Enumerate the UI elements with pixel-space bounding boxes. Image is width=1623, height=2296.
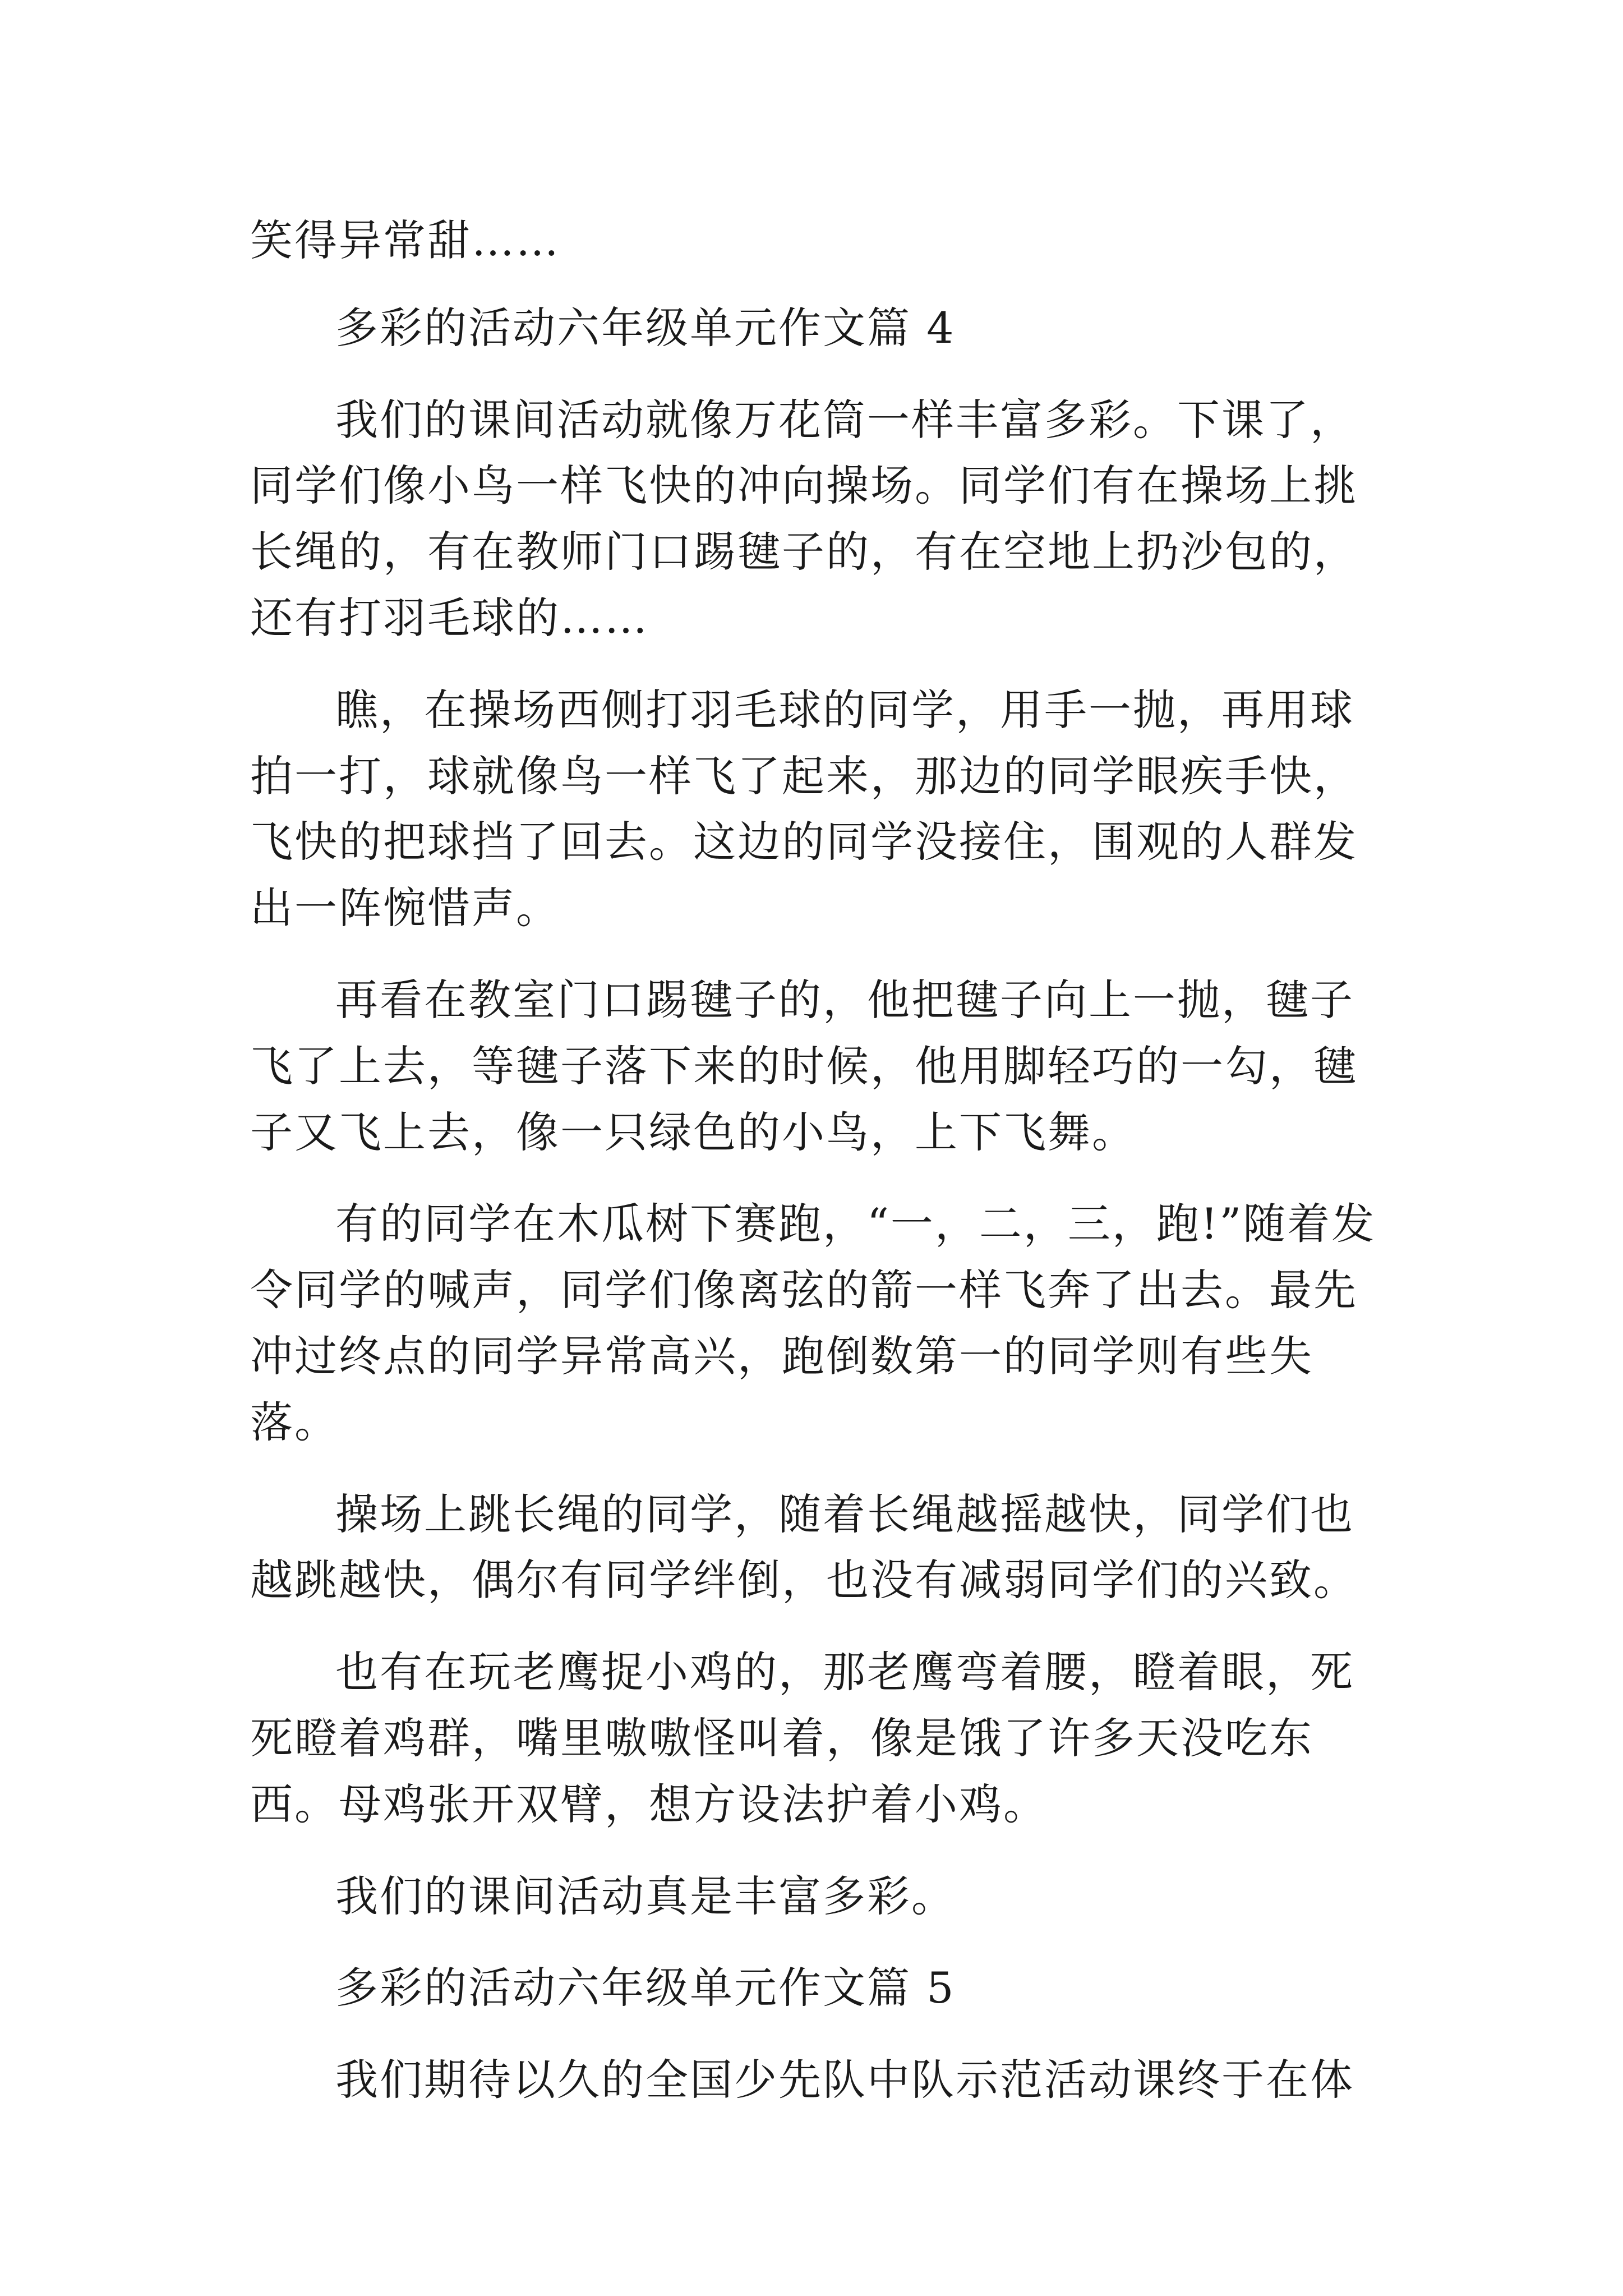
paragraph-race: 有的同学在木瓜树下赛跑，“一，二，三，跑!”随着发令同学的喊声，同学们像离弦的箭一样飞奔了出去。最先冲过终点的同学异常高兴，跑倒数第一的同学则有些失落。 <box>250 1199 1376 1447</box>
paragraph-intro: 我们的课间活动就像万花筒一样丰富多彩。下课了，同学们像小鸟一样飞快的冲向操场。同学们有在操场上挑长绳的，有在教师门口踢毽子的，有在空地上扔沙包的，还有打羽毛球的…… <box>250 394 1358 643</box>
paragraph-eagle-chicks: 也有在玩老鹰捉小鸡的，那老鹰弯着腰，瞪着眼，死死瞪着鸡群，嘴里嗷嗷怪叫着，像是饿了许多天没吃东西。母鸡张开双臂，想方设法护着小鸡。 <box>250 1647 1354 1829</box>
paragraph-conclusion: 我们的课间活动真是丰富多彩。 <box>335 1871 956 1921</box>
paragraph-shuttlecock: 再看在教室门口踢毽子的，他把毽子向上一抛，毽子飞了上去，等毽子落下来的时候，他用脚轻巧的一勾，毽子又飞上去，像一只绿色的小鸟，上下飞舞。 <box>250 974 1358 1157</box>
continuation-text: 笑得异常甜…… <box>250 215 560 265</box>
paragraph-jump-rope: 操场上跳长绳的同学，随着长绳越摇越快，同学们也越跳越快，偶尔有同学绊倒，也没有减弱同学们的兴致。 <box>250 1489 1358 1605</box>
essay-heading-4: 多彩的活动六年级单元作文篇 4 <box>335 302 956 353</box>
essay-heading-5: 多彩的活动六年级单元作文篇 5 <box>335 1963 956 2013</box>
paragraph-essay-5-start: 我们期待以久的全国少先队中队示范活动课终于在体 <box>335 2055 1354 2105</box>
paragraph-badminton: 瞧，在操场西侧打羽毛球的同学，用手一抛，再用球拍一打，球就像鸟一样飞了起来，那边的同学眼疾手快，飞快的把球挡了回去。这边的同学没接住，围观的人群发出一阵惋惜声。 <box>250 684 1358 933</box>
document-body <box>250 208 1383 2113</box>
